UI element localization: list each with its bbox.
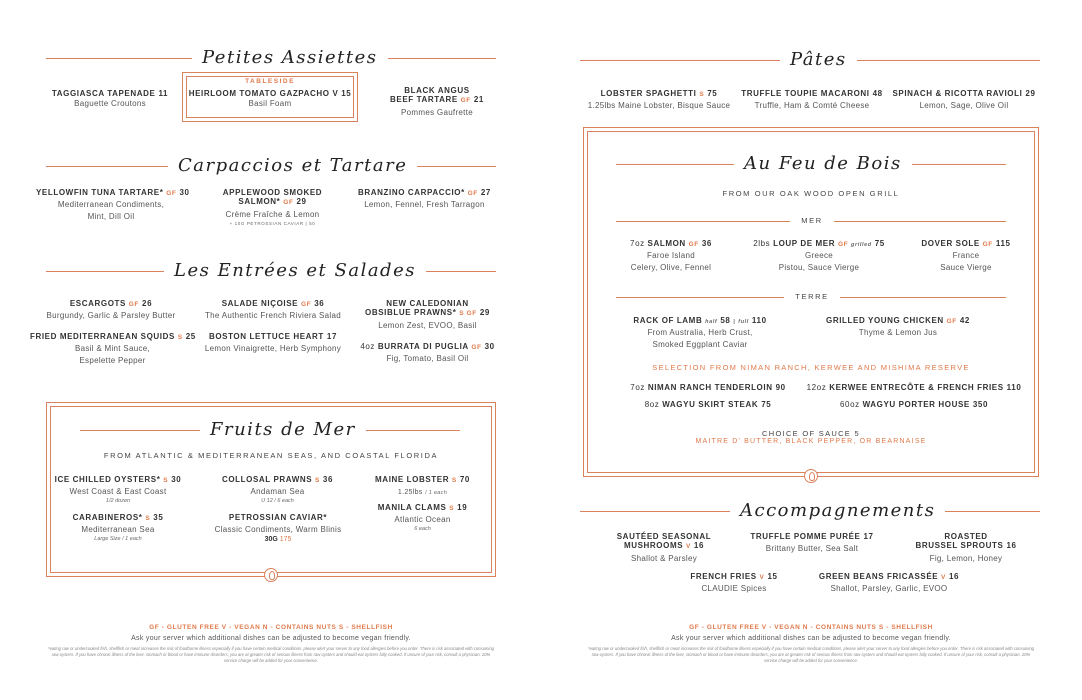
menu-item: YELLOWFIN TUNA TARTARE* GF 30 Mediterranean Condiments, Mint, Dill Oil [36,188,190,221]
menu-item: CARABINEROS* S 35 Mediterranean Sea Large Size / 1 each [72,513,164,542]
menu-item: ROASTED BRUSSEL SPROUTS 16 Fig, Lemon, Honey [915,532,1017,563]
section-title-feu: Au Feu de Bois [734,153,912,174]
menu-item: TAGGIASCA TAPENADE 11 Baguette Croutons [51,89,169,108]
menu-item: 7oz NIMAN RANCH TENDERLOIN 90 [630,383,786,392]
section-subtitle: FROM ATLANTIC & MEDITERRANEAN SEAS, AND COASTAL FLORIDA [103,451,439,460]
vegan-note: Ask your server which additional dishes can be adjusted to become vegan friendly. [671,635,951,642]
menu-item: SALADE NIÇOISE GF 36 The Authentic French Riviera Salad [204,299,342,320]
menu-item: 7oz SALMON GF 36 Faroe Island Celery, Olive, Fennel [630,239,712,272]
menu-item: COLLOSAL PRAWNS S 36 Andaman Sea U 12 / 6 each [221,475,334,504]
sauce-label: CHOICE OF SAUCE 5 [762,429,860,438]
section-subtitle: FROM OUR OAK WOOD OPEN GRILL [722,189,900,198]
section-title-petites: Petites Assiettes [192,47,388,68]
section-title-carpaccios: Carpaccios et Tartare [168,155,417,176]
legend: GF - GLUTEN FREE V - VEGAN N - CONTAINS NUTS S - SHELLFISH [689,624,933,631]
section-title-accomp: Accompagnements [730,500,945,521]
menu-item: APPLEWOOD SMOKED SALMON* GF 29 Crème Fraîche & Lemon + 10G PETROSSIAN CAVIAR | 50 [222,188,323,226]
terre-label: TERRE [784,292,840,301]
menu-item: TRUFFLE POMME PURÉE 17 Brittany Butter, Sea Salt [750,532,874,553]
menu-item: PETROSSIAN CAVIAR* Classic Condiments, Warm Blinis 30G 175 [214,513,342,543]
menu-item: RACK OF LAMB half 58 | full 110 From Australia, Herb Crust, Smoked Eggplant Caviar [633,316,767,349]
menu-item: SPINACH & RICOTTA RAVIOLI 29 Lemon, Sage, Olive Oil [892,89,1036,110]
menu-item: FRIED MEDITERRANEAN SQUIDS S 25 Basil & Mint Sauce, Espelette Pepper [30,332,196,365]
menu-item: ESCARGOTS GF 26 Burgundy, Garlic & Parsley Butter [46,299,176,320]
disclaimer: *eating raw or undercooked fish, shellfish or meat increases the risk of foodborne illness especially if you have certain medical conditions. please alert your server to any food allergies before you order. There is risk associated with consuming raw oysters. If you have chronic illness of the liver, stomach or blood or have immune disorders, you are at greater risk of serious illness from raw oysters and should eat oysters fully cooked. If unsure of your risk, consult a physician. 20% service charge will be added for your convenience. [587,646,1035,663]
au-feu-de-bois-box [583,127,1039,477]
menu-item: MAINE LOBSTER S 70 1.25lbs / 1 each [375,475,470,496]
menu-item: 4oz BURRATA DI PUGLIA GF 30 Fig, Tomato, Basil Oil [360,342,495,363]
mer-label: MER [790,216,834,225]
menu-item: MANILA CLAMS S 19 Atlantic Ocean 6 each [377,503,468,532]
menu-item: SAUTÉED SEASONAL MUSHROOMS V 16 Shallot & Parsley [616,532,712,563]
disclaimer: *eating raw or undercooked fish, shellfish or meat increases the risk of foodborne illness especially if you have certain medical conditions. please alert your server to any food allergies before you order. There is risk associated with consuming raw oysters. If you have chronic illness of the liver, stomach or blood or have immune disorders, you are at greater risk of serious illness from raw oysters and should eat oysters fully cooked. If unsure of your risk, consult a physician. 20% service charge will be added for your convenience. [47,646,495,663]
restaurant-logo-icon [804,469,818,483]
section-title-pates: Pâtes [780,49,857,70]
menu-item: 8oz WAGYU SKIRT STEAK 75 [644,400,772,409]
menu-item: DOVER SOLE GF 115 France Sauce Vierge [921,239,1011,272]
menu-item: TRUFFLE TOUPIE MACARONI 48 Truffle, Ham & Comté Cheese [741,89,883,110]
section-title-fruits: Fruits de Mer [200,419,366,440]
menu-item: 2lbs LOUP DE MER GF grilled 75 Greece Pistou, Sauce Vierge [753,239,885,272]
vegan-note: Ask your server which additional dishes can be adjusted to become vegan friendly. [131,635,411,642]
legend: GF - GLUTEN FREE V - VEGAN N - CONTAINS NUTS S - SHELLFISH [149,624,393,631]
menu-item: FRENCH FRIES V 15 CLAUDIE Spices [690,572,778,593]
menu-item: 12oz KERWEE ENTRECÔTE & FRENCH FRIES 110 [806,383,1022,392]
menu-item: LOBSTER SPAGHETTI S 75 1.25lbs Maine Lobster, Bisque Sauce [587,89,731,110]
menu-item: BOSTON LETTUCE HEART 17 Lemon Vinaigrette, Herb Symphony [204,332,342,353]
sauce-options: MAITRE D' BUTTER, BLACK PEPPER, OR BEARNAISE [695,438,927,445]
menu-item: BLACK ANGUS BEEF TARTARE GF 21 Pommes Gaufrette [390,86,484,117]
menu-item: 60oz WAGYU PORTER HOUSE 350 [840,400,988,409]
menu-item: GRILLED YOUNG CHICKEN GF 42 Thyme & Lemon Jus [826,316,970,337]
restaurant-logo-icon [264,568,278,582]
menu-item-featured: TABLESIDE HEIRLOOM TOMATO GAZPACHO V 15 Basil Foam [188,78,352,108]
menu-item: GREEN BEANS FRICASSÉE V 16 Shallot, Parsley, Garlic, EVOO [818,572,960,593]
selection-label: SELECTION FROM NIMAN RANCH, KERWEE AND MISHIMA RESERVE [652,363,970,372]
menu-item: BRANZINO CARPACCIO* GF 27 Lemon, Fennel, Fresh Tarragon [358,188,491,209]
section-title-entrees: Les Entrées et Salades [164,260,426,281]
menu-item: ICE CHILLED OYSTERS* S 30 West Coast & East Coast 1/2 dozen [54,475,182,504]
menu-item: NEW CALEDONIAN OBSIBLUE PRAWNS* S GF 29 Lemon Zest, EVOO, Basil [365,299,490,330]
